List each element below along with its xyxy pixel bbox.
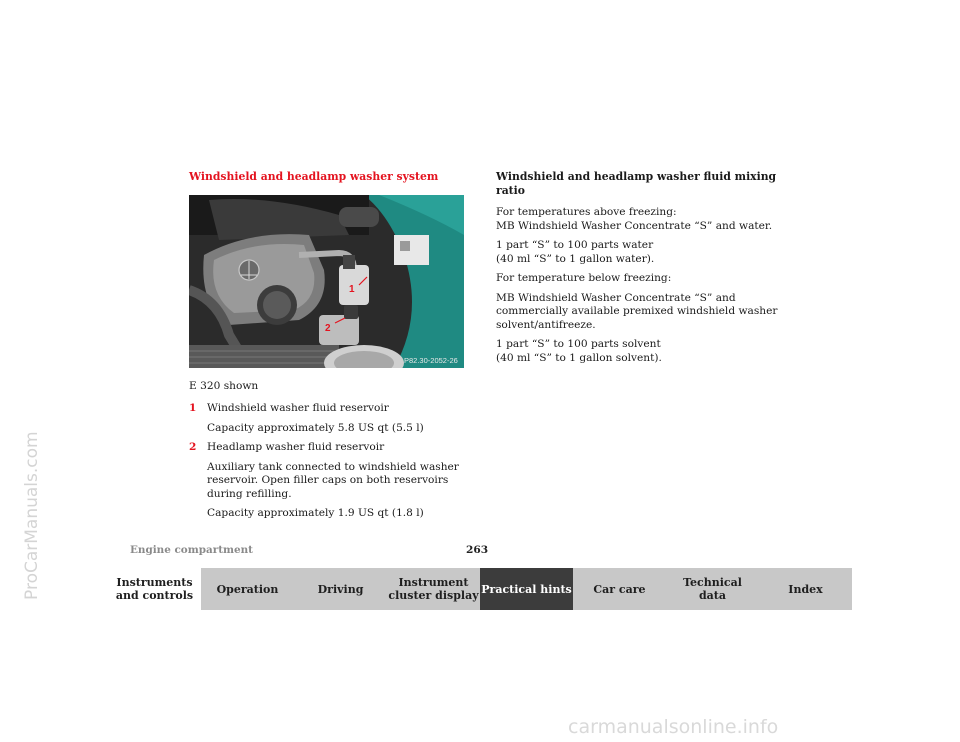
item-title: Windshield washer fluid reservoir: [207, 402, 389, 414]
text-line: MB Windshield Washer Concentrate “S” and: [496, 291, 736, 304]
tab-label: Car care: [593, 582, 646, 596]
tab-label: data: [698, 589, 727, 602]
left-column: [189, 170, 474, 527]
paragraph: [496, 239, 796, 266]
text-line: For temperature below freezing:: [496, 272, 672, 284]
tab-label: Technical: [683, 576, 742, 589]
paragraph: [496, 338, 796, 365]
footer-section-title: Engine compartment: [130, 544, 253, 556]
section-heading: Windshield and headlamp washer system: [189, 170, 439, 183]
tab-label: Instruments: [116, 576, 193, 589]
tab-car-care[interactable]: [573, 568, 666, 610]
text-line: MB Windshield Washer Concentrate “S” and water.: [496, 219, 773, 232]
photo-caption: E 320 shown: [189, 379, 259, 392]
text-line: commercially available premixed windshield washer: [496, 305, 778, 317]
item-title: Headlamp washer fluid reservoir: [207, 441, 385, 453]
text-line: 1 part “S” to 100 parts water: [496, 239, 654, 251]
tab-label: Driving: [317, 582, 364, 596]
tab-driving[interactable]: [294, 568, 387, 610]
item-detail: Capacity approximately 5.8 US qt (5.5 l): [207, 421, 424, 434]
tab-label: Practical hints: [481, 582, 572, 596]
tab-label: cluster display: [388, 589, 479, 602]
callout-1: 1: [349, 283, 355, 295]
paragraph: [496, 292, 796, 333]
tab-label: Operation: [216, 582, 279, 596]
text-line: solvent/antifreeze.: [496, 318, 596, 331]
engine-compartment-photo: [189, 195, 464, 368]
tab-instrument-cluster-display[interactable]: [387, 568, 480, 610]
paragraph: [496, 272, 796, 286]
page-number: 263: [466, 544, 489, 556]
bottom-watermark: carmanualsonline.info: [568, 716, 779, 738]
photo-reference: P82.30-2052-26: [404, 355, 458, 365]
item-detail: Auxiliary tank connected to windshield washer reservoir. Open filler caps on both reservoirs during refilling.: [207, 460, 459, 500]
text-line: 1 part “S” to 100 parts solvent: [496, 338, 661, 350]
list-item: [189, 402, 474, 416]
paragraph: [496, 206, 796, 233]
tab-instruments-and-controls[interactable]: [108, 568, 201, 610]
callout-2: 2: [325, 322, 331, 334]
section-tab-bar: [108, 568, 852, 610]
tab-label: Index: [788, 582, 823, 596]
tab-index[interactable]: [759, 568, 852, 610]
text-line: (40 ml “S” to 1 gallon solvent).: [496, 351, 662, 364]
item-number: 1: [189, 402, 197, 414]
item-number: 2: [189, 441, 197, 453]
text-line: (40 ml “S” to 1 gallon water).: [496, 252, 655, 265]
right-column: [496, 170, 796, 371]
section-heading: Windshield and headlamp washer fluid mixing ratio: [496, 170, 777, 197]
tab-practical-hints[interactable]: [480, 568, 573, 610]
tab-operation[interactable]: [201, 568, 294, 610]
text-line: For temperatures above freezing:: [496, 206, 677, 218]
item-detail: Capacity approximately 1.9 US qt (1.8 l): [207, 507, 424, 519]
list-item: [189, 441, 474, 455]
tab-label: Instrument: [398, 576, 469, 589]
tab-technical-data[interactable]: [666, 568, 759, 610]
side-watermark: ProCarManuals.com: [22, 431, 42, 600]
tab-label: and controls: [115, 589, 194, 602]
